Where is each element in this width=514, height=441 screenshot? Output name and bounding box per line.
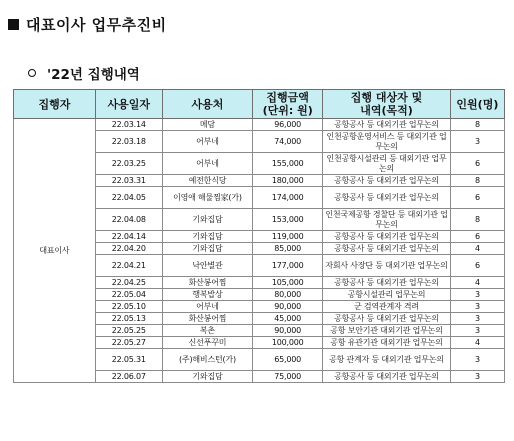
place-cell: 예전한식당 — [162, 175, 252, 187]
purpose-cell: 공항공사 등 대외기관 업무논의 — [323, 313, 451, 325]
people-cell: 3 — [450, 371, 504, 383]
header-amount-line1: 집행금액 — [266, 91, 309, 104]
people-cell: 4 — [450, 277, 504, 289]
people-cell: 6 — [450, 187, 504, 209]
date-cell: 22.04.21 — [95, 255, 162, 277]
date-cell: 22.05.25 — [95, 325, 162, 337]
place-cell: 화산봉어찜 — [162, 277, 252, 289]
people-cell: 4 — [450, 337, 504, 349]
people-cell: 6 — [450, 255, 504, 277]
purpose-cell: 공항 유관기관 대외기관 업무논의 — [323, 337, 451, 349]
amount-cell: 177,000 — [253, 255, 323, 277]
amount-cell: 180,000 — [253, 175, 323, 187]
amount-cell: 90,000 — [253, 301, 323, 313]
date-cell: 22.03.31 — [95, 175, 162, 187]
square-bullet-icon — [8, 19, 19, 30]
purpose-cell: 공항시설관리 업무논의 — [323, 289, 451, 301]
amount-cell: 65,000 — [253, 349, 323, 371]
amount-cell: 153,000 — [253, 209, 323, 231]
purpose-cell: 공항 보안기관 대외기관 업무논의 — [323, 325, 451, 337]
people-cell: 8 — [450, 209, 504, 231]
place-cell: 행복밥상 — [162, 289, 252, 301]
date-cell: 22.05.31 — [95, 349, 162, 371]
purpose-cell: 인천공항운영서비스 등 대외기관 업무논의 — [323, 131, 451, 153]
place-cell: 신선푸꾸미 — [162, 337, 252, 349]
amount-cell: 85,000 — [253, 243, 323, 255]
amount-cell: 105,000 — [253, 277, 323, 289]
people-cell: 3 — [450, 349, 504, 371]
place-cell: 낙안별관 — [162, 255, 252, 277]
date-cell: 22.04.05 — [95, 187, 162, 209]
date-cell: 22.05.10 — [95, 301, 162, 313]
page-title — [8, 14, 167, 35]
purpose-cell: 인천국제공항 경찰단 등 대외기관 업무논의 — [323, 209, 451, 231]
date-cell: 22.04.25 — [95, 277, 162, 289]
circle-bullet-icon — [28, 69, 36, 77]
amount-cell: 100,000 — [253, 337, 323, 349]
place-cell: 이영애 해물찜家(가) — [162, 187, 252, 209]
page-title-text: 대표이사 업무추진비 — [26, 16, 167, 34]
date-cell: 22.04.14 — [95, 231, 162, 243]
date-cell: 22.05.13 — [95, 313, 162, 325]
people-cell: 3 — [450, 313, 504, 325]
place-cell: (주)해비스턴(가) — [162, 349, 252, 371]
amount-cell: 174,000 — [253, 187, 323, 209]
date-cell: 22.05.04 — [95, 289, 162, 301]
purpose-cell: 인천공항시설관리 등 대외기관 업무논의 — [323, 153, 451, 175]
people-cell: 8 — [450, 175, 504, 187]
amount-cell: 74,000 — [253, 131, 323, 153]
header-purpose-line2: 내역(목적) — [360, 104, 413, 117]
header-date: 사용일자 — [95, 90, 162, 119]
place-cell: 화산봉어찜 — [162, 313, 252, 325]
amount-cell: 80,000 — [253, 289, 323, 301]
header-amount-line2: (단위: 원) — [262, 104, 313, 117]
purpose-cell: 공항 관계자 등 대외기관 업무논의 — [323, 349, 451, 371]
table-body — [14, 119, 505, 383]
header-purpose-line1: 집행 대상자 및 — [350, 91, 423, 104]
place-cell: 메담 — [162, 119, 252, 131]
table-header-row — [14, 90, 505, 119]
header-executor: 집행자 — [14, 90, 96, 119]
people-cell: 8 — [450, 119, 504, 131]
header-people: 인원(명) — [450, 90, 504, 119]
section-heading — [28, 63, 140, 83]
header-place: 사용처 — [162, 90, 252, 119]
section-heading-text: '22년 집행내역 — [47, 67, 140, 83]
amount-cell: 90,000 — [253, 325, 323, 337]
people-cell: 6 — [450, 153, 504, 175]
date-cell: 22.05.27 — [95, 337, 162, 349]
purpose-cell: 공항공사 등 대외기관 업무논의 — [323, 243, 451, 255]
people-cell: 3 — [450, 131, 504, 153]
amount-cell: 45,000 — [253, 313, 323, 325]
purpose-cell: 공항공사 등 대외기관 업무논의 — [323, 119, 451, 131]
purpose-cell: 공항공사 등 대외기관 업무논의 — [323, 175, 451, 187]
purpose-cell: 자회사 사장단 등 대외기관 업무논의 — [323, 255, 451, 277]
date-cell: 22.03.18 — [95, 131, 162, 153]
purpose-cell: 공항공사 등 대외기관 업무논의 — [323, 371, 451, 383]
people-cell: 3 — [450, 301, 504, 313]
people-cell: 6 — [450, 231, 504, 243]
people-cell: 4 — [450, 243, 504, 255]
place-cell: 어부네 — [162, 153, 252, 175]
purpose-cell: 공항공사 등 대외기관 업무논의 — [323, 231, 451, 243]
place-cell: 어부네 — [162, 131, 252, 153]
people-cell: 3 — [450, 325, 504, 337]
amount-cell: 96,000 — [253, 119, 323, 131]
place-cell: 기와집담 — [162, 209, 252, 231]
expense-table — [13, 89, 505, 383]
amount-cell: 119,000 — [253, 231, 323, 243]
table-row — [14, 119, 505, 131]
header-purpose — [323, 90, 451, 119]
executor-cell: 대표이사 — [14, 119, 96, 383]
header-amount — [253, 90, 323, 119]
amount-cell: 75,000 — [253, 371, 323, 383]
date-cell: 22.03.25 — [95, 153, 162, 175]
date-cell: 22.04.08 — [95, 209, 162, 231]
place-cell: 복촌 — [162, 325, 252, 337]
place-cell: 기와집담 — [162, 231, 252, 243]
place-cell: 기와집담 — [162, 371, 252, 383]
place-cell: 어부네 — [162, 301, 252, 313]
people-cell: 3 — [450, 289, 504, 301]
date-cell: 22.03.14 — [95, 119, 162, 131]
date-cell: 22.04.20 — [95, 243, 162, 255]
purpose-cell: 공항공사 등 대외기관 업무논의 — [323, 187, 451, 209]
date-cell: 22.06.07 — [95, 371, 162, 383]
purpose-cell: 군 검역관계자 격려 — [323, 301, 451, 313]
place-cell: 기와집담 — [162, 243, 252, 255]
purpose-cell: 공항공사 등 대외기관 업무논의 — [323, 277, 451, 289]
amount-cell: 155,000 — [253, 153, 323, 175]
